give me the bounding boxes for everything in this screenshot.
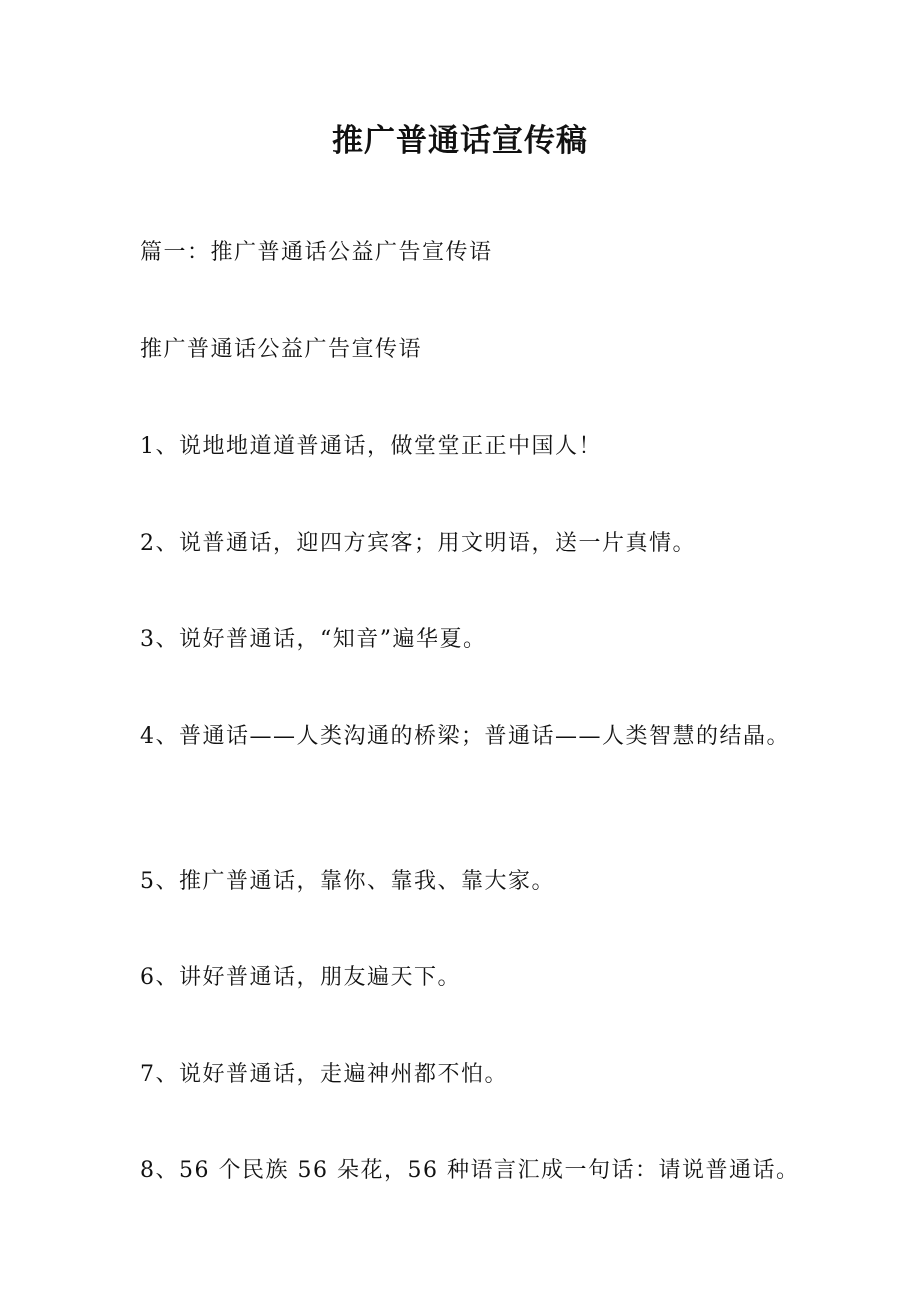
list-item: 6、讲好普通话，朋友遍天下。 (140, 965, 461, 990)
document-title: 推广普通话宣传稿 (332, 123, 588, 159)
list-item: 5、推广普通话，靠你、靠我、靠大家。 (140, 869, 555, 894)
list-item: 1、说地地道道普通话，做堂堂正正中国人！ (140, 434, 602, 459)
list-item: 3、说好普通话，“知音”遍华夏。 (140, 627, 487, 652)
list-item: 4、普通话——人类沟通的桥梁；普通话——人类智慧的结晶。 (140, 724, 790, 749)
subheading: 推广普通话公益广告宣传语 (140, 337, 423, 362)
section-heading: 篇一：推广普通话公益广告宣传语 (140, 240, 493, 265)
list-item: 7、说好普通话，走遍神州都不怕。 (140, 1062, 508, 1087)
list-item: 2、说普通话，迎四方宾客；用文明语，送一片真情。 (140, 531, 696, 556)
list-item: 8、56 个民族 56 朵花，56 种语言汇成一句话：请说普通话。 (140, 1158, 800, 1183)
